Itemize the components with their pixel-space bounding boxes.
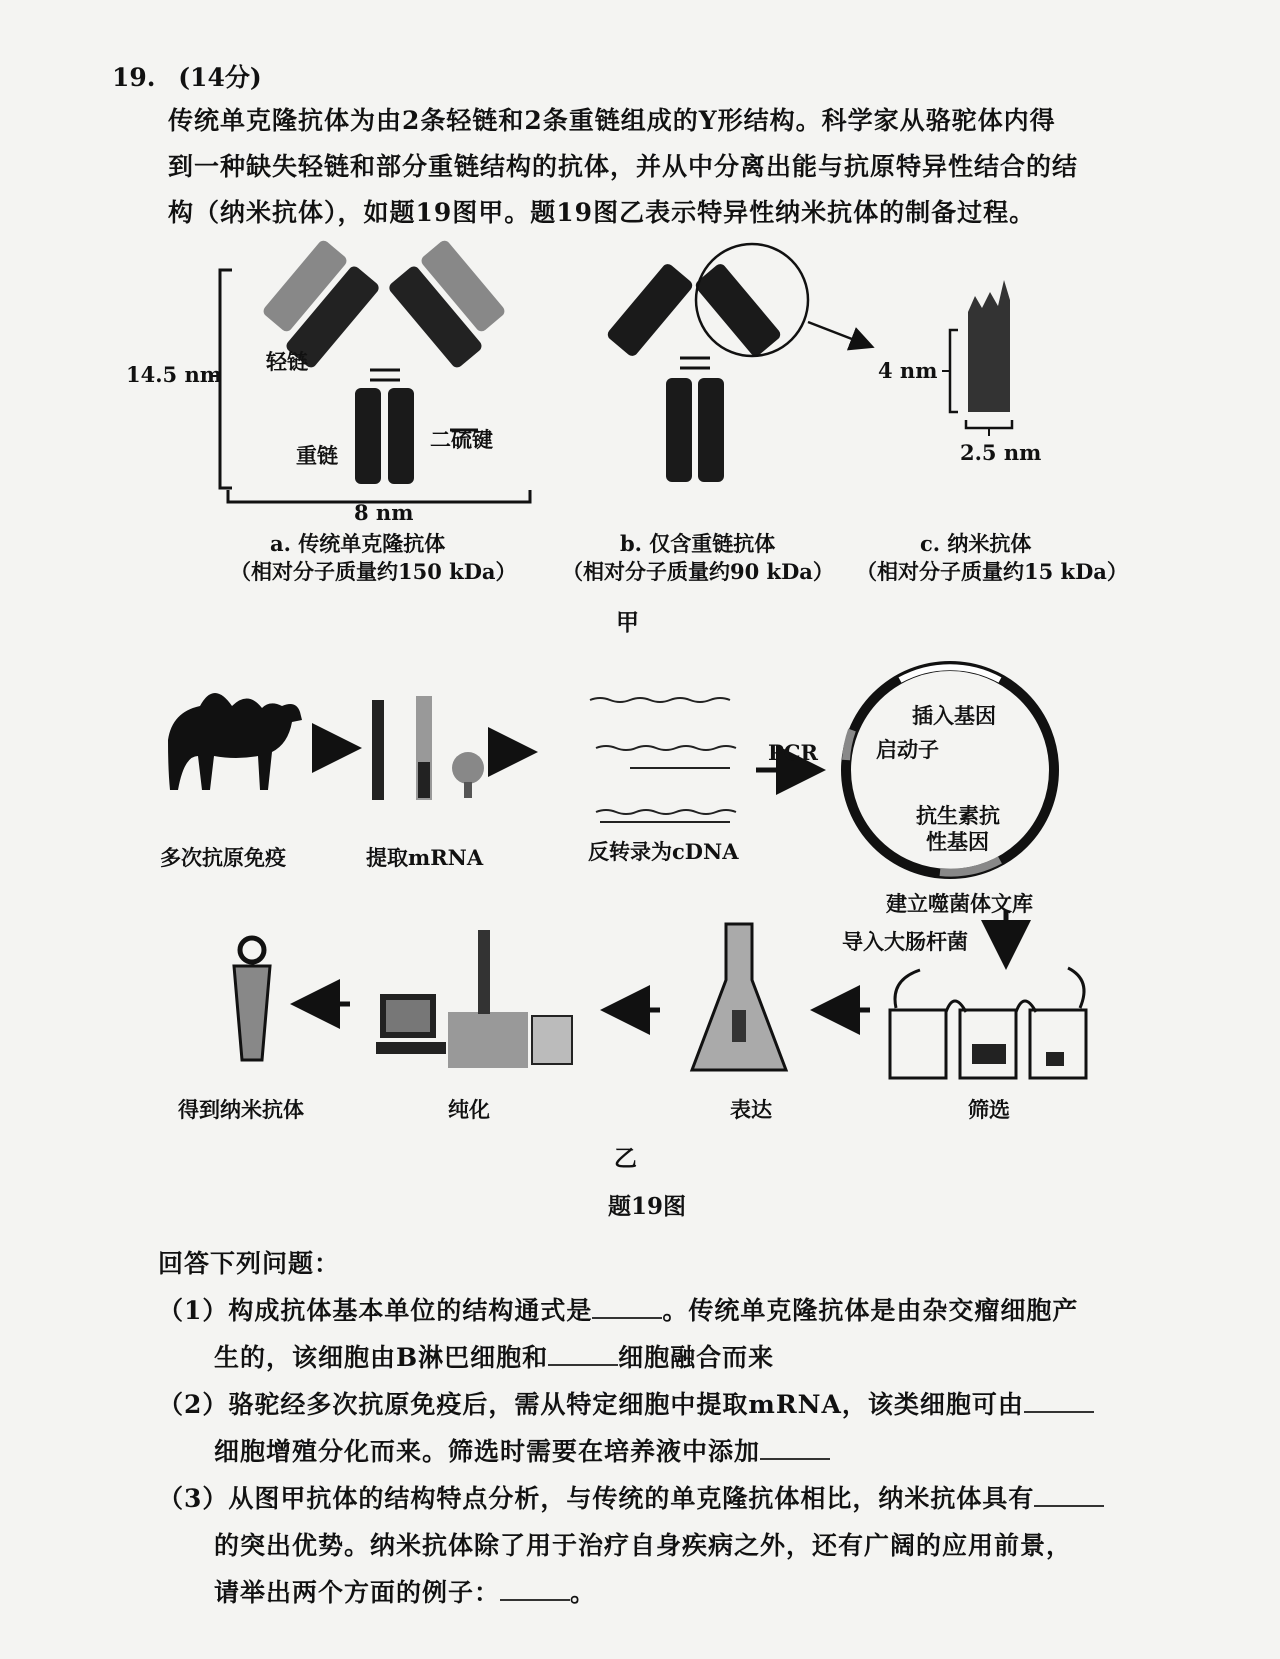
q3-line-2	[158, 1522, 1158, 1569]
step-extract-label: 提取mRNA	[366, 845, 484, 870]
q1-line-2	[158, 1334, 1158, 1381]
step-transform-label: 导入大肠杆菌	[842, 929, 968, 954]
answer-blank[interactable]	[500, 1577, 570, 1601]
q1-text-b: 。传统单克隆抗体是由杂交瘤细胞产	[662, 1296, 1079, 1325]
q1-line-1	[158, 1287, 1158, 1334]
answer-blank[interactable]	[760, 1436, 830, 1460]
q1-text-d: 细胞融合而来	[618, 1343, 775, 1372]
figure-jia-label: 甲	[616, 609, 639, 636]
plasmid-promoter-label: 启动子	[876, 737, 939, 762]
step-express-label: 表达	[730, 1097, 772, 1122]
pcr-label: PCR	[768, 740, 818, 765]
answer-blank[interactable]	[1034, 1483, 1104, 1507]
nanobody-diagram	[942, 280, 1012, 436]
answer-section	[158, 1240, 1158, 1616]
dim-height-label: 14.5 nm	[126, 362, 222, 387]
plasmid-resist-label-1: 抗生素抗	[916, 803, 1000, 828]
q3-line-3	[158, 1569, 1158, 1616]
q3-text-c: 请举出两个方面的例子：	[214, 1578, 501, 1607]
question-score: (14分)	[178, 63, 262, 92]
nano-height-label: 4 nm	[878, 358, 938, 383]
q1-text-a: （1）构成抗体基本单位的结构通式是	[158, 1296, 593, 1325]
question-number: 19.	[112, 63, 156, 92]
answer-prompt: 回答下列问题：	[158, 1249, 341, 1278]
caption-b-mass: （相对分子质量约90 kDa）	[562, 559, 834, 584]
intro-line: 传统单克隆抗体为由2条轻链和2条重链组成的Y形结构。科学家从骆驼体内得	[168, 106, 1056, 135]
caption-a-mass: （相对分子质量约150 kDa）	[230, 559, 517, 584]
antibody-a-diagram	[210, 238, 530, 502]
caption-b: b. 仅含重链抗体	[620, 531, 776, 556]
caption-a: a. 传统单克隆抗体	[270, 531, 446, 556]
figure-title: 题19图	[608, 1193, 687, 1220]
q3-text-a: （3）从图甲抗体的结构特点分析，与传统的单克隆抗体相比，纳米抗体具有	[158, 1484, 1035, 1513]
step-purify-label: 纯化	[448, 1097, 490, 1122]
q2-line-1	[158, 1381, 1158, 1428]
figure-yi-label: 乙	[614, 1145, 637, 1172]
step-library-label: 建立噬菌体文库	[886, 891, 1033, 916]
antibody-b-diagram	[605, 244, 870, 482]
q3-line-1	[158, 1475, 1158, 1522]
q2-text-a: （2）骆驼经多次抗原免疫后，需从特定细胞中提取mRNA，该类细胞可由	[158, 1390, 1024, 1419]
step-cdna-label: 反转录为cDNA	[588, 839, 739, 864]
q3-text-b: 的突出优势。纳米抗体除了用于治疗自身疾病之外，还有广阔的应用前景，	[214, 1531, 1073, 1560]
answer-blank[interactable]	[1024, 1389, 1094, 1413]
caption-c: c. 纳米抗体	[920, 531, 1032, 556]
cdna-strands-icon	[590, 698, 736, 822]
answer-blank[interactable]	[592, 1295, 662, 1319]
step-screen-label: 筛选	[968, 1097, 1010, 1122]
purification-apparatus-icon	[376, 930, 572, 1068]
heavy-chain-label: 重链	[296, 443, 338, 468]
step-immunize-label: 多次抗原免疫	[160, 845, 286, 870]
q2-text-b: 细胞增殖分化而来。筛选时需要在培养液中添加	[214, 1437, 761, 1466]
step-result-label: 得到纳米抗体	[178, 1097, 304, 1122]
disulfide-label: 二硫键	[430, 427, 493, 452]
intro-line: 到一种缺失轻链和部分重链结构的抗体，并从中分离出能与抗原特异性结合的结	[168, 152, 1079, 181]
answer-blank[interactable]	[548, 1342, 618, 1366]
camel-icon	[168, 693, 302, 790]
q3-text-end: 。	[570, 1578, 597, 1607]
q1-text-c: 生的，该细胞由B淋巴细胞和	[214, 1343, 549, 1372]
q2-line-2	[158, 1428, 1158, 1475]
screening-beakers-icon	[890, 968, 1086, 1078]
expression-flask-icon	[692, 924, 786, 1070]
nano-width-label: 2.5 nm	[960, 440, 1042, 465]
tube-icon	[234, 938, 270, 1060]
extraction-equipment-icon	[372, 696, 484, 800]
caption-c-mass: （相对分子质量约15 kDa）	[856, 559, 1128, 584]
plasmid-insert-label: 插入基因	[912, 703, 996, 728]
plasmid-resist-label-2: 性基因	[926, 829, 989, 854]
light-chain-label: 轻链	[266, 349, 308, 374]
intro-line: 构（纳米抗体），如题19图甲。题19图乙表示特异性纳米抗体的制备过程。	[168, 198, 1036, 227]
dim-width-label: 8 nm	[354, 500, 414, 525]
